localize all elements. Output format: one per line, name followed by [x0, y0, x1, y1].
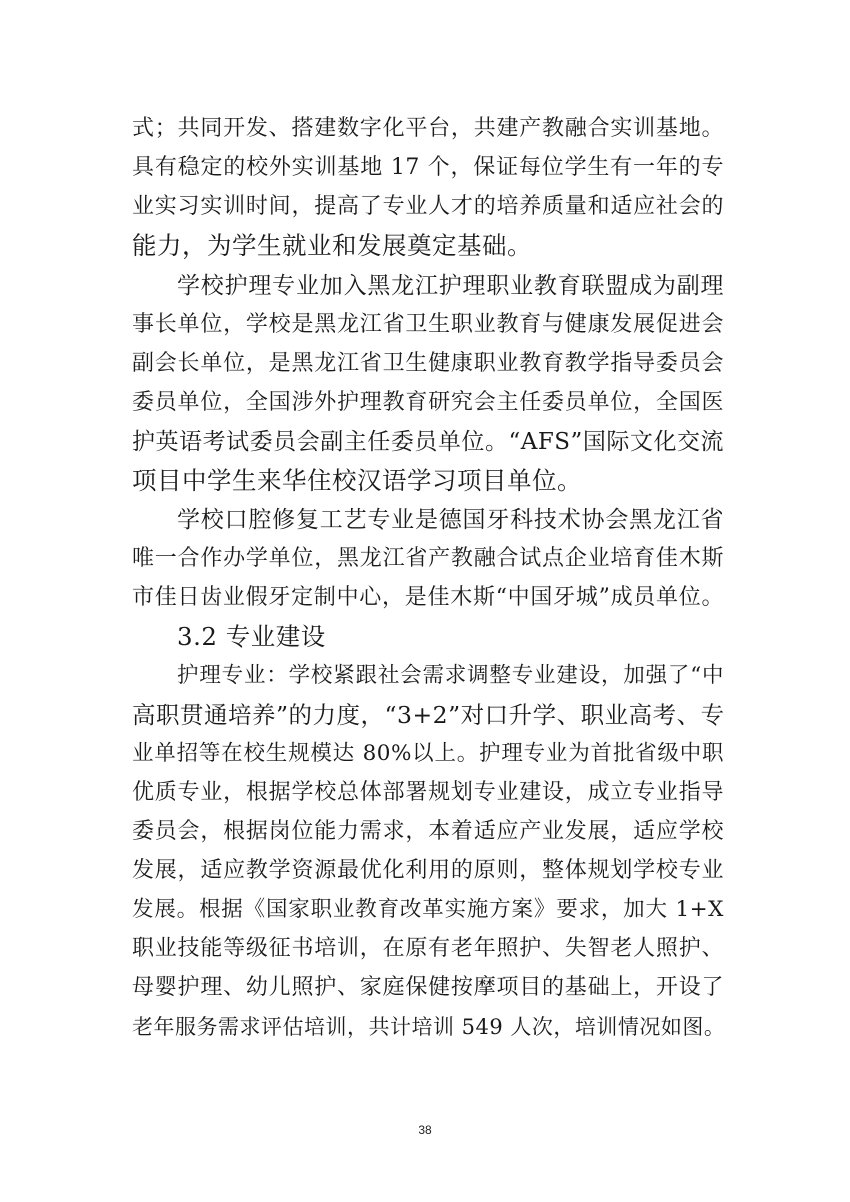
body-text-line: 职业技能等级征书培训，在原有老年照护、失智老人照护、 [132, 936, 724, 961]
body-text-line: 发展。根据《国家职业教育改革实施方案》要求，加大 1+X [132, 897, 724, 922]
body-text-line: 高职贯通培养”的力度，“3+2”对口升学、职业高考、专 [132, 701, 725, 729]
paragraph-first-line: 护理专业：学校紧跟社会需求调整专业建设，加强了“中 [177, 663, 724, 688]
body-text-line: 项目中学生来华住校汉语学习项目单位。 [132, 466, 582, 495]
body-text-line: 事长单位，学校是黑龙江省卫生职业教育与健康发展促进会 [132, 312, 724, 337]
body-text-line: 护英语考试委员会副主任委员单位。“AFS”国际文化交流 [132, 429, 724, 455]
body-text-line: 业实习实训时间，提高了专业人才的培养质量和适应社会的 [132, 194, 724, 219]
body-text-line: 业单招等在校生规模达 80%以上。护理专业为首批省级中职 [132, 741, 724, 766]
body-text-line: 具有稳定的校外实训基地 17 个，保证每位学生有一年的专 [132, 155, 724, 180]
body-text-line: 母婴护理、幼儿照护、家庭保健按摩项目的基础上，开设了 [132, 975, 724, 1000]
body-text-line: 副会长单位，是黑龙江省卫生健康职业教育教学指导委员会 [132, 351, 724, 376]
body-text-line: 能力，为学生就业和发展奠定基础。 [132, 231, 532, 260]
paragraph-first-line: 学校护理专业加入黑龙江护理职业教育联盟成为副理 [177, 273, 724, 299]
body-text-line: 市佳日齿业假牙定制中心，是佳木斯“中国牙城”成员单位。 [132, 585, 724, 610]
body-text-line: 唯一合作办学单位，黑龙江省产教融合试点企业培育佳木斯 [132, 546, 724, 571]
paragraph-first-line: 学校口腔修复工艺专业是德国牙科技术协会黑龙江省 [177, 507, 724, 533]
body-text-line: 发展，适应教学资源最优化利用的原则，整体规划学校专业 [132, 858, 724, 883]
body-text-line: 委员会，根据岗位能力需求，本着适应产业发展，适应学校 [132, 819, 724, 844]
body-text-line: 委员单位，全国涉外护理教育研究会主任委员单位，全国医 [132, 390, 724, 415]
page-number: 38 [418, 1123, 432, 1137]
body-text-line: 优质专业，根据学校总体部署规划专业建设，成立专业指导 [132, 780, 724, 805]
body-text-line: 式；共同开发、搭建数字化平台，共建产教融合实训基地。 [132, 116, 724, 141]
section-heading: 3.2 专业建设 [177, 622, 326, 651]
body-text-line: 老年服务需求评估培训，共计培训 549 人次，培训情况如图。 [132, 1015, 726, 1039]
